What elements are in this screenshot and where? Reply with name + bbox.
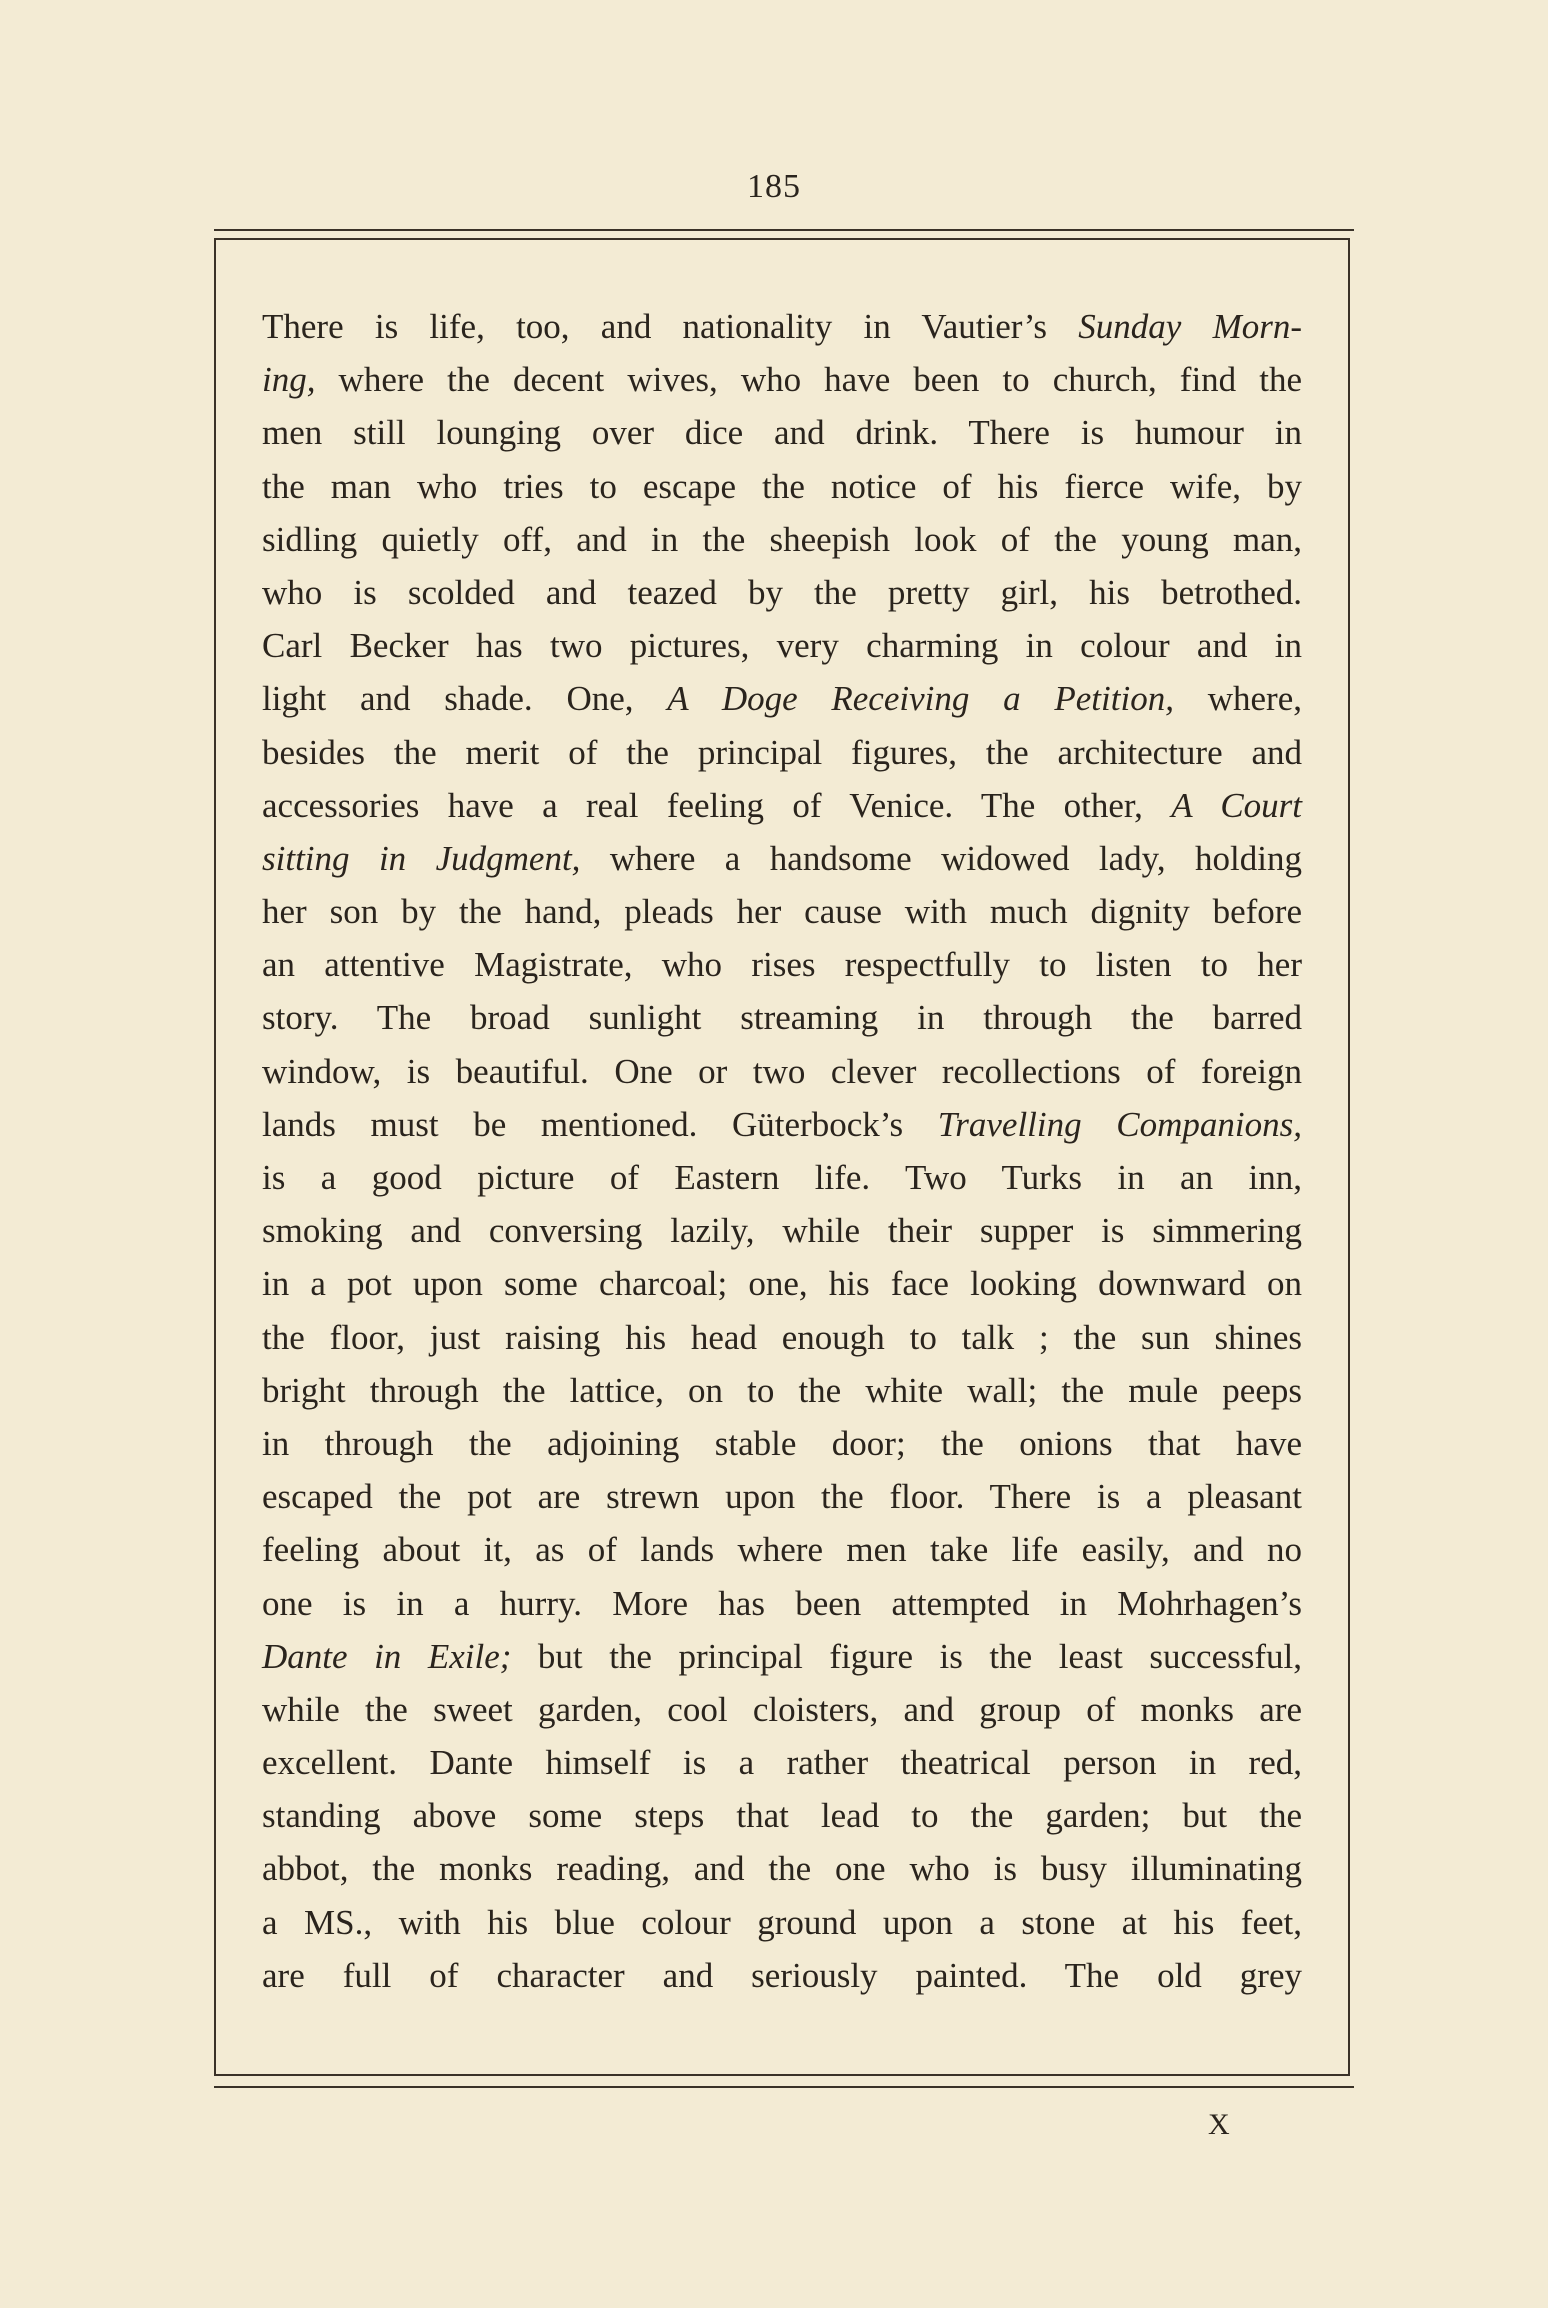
text-line (262, 1364, 1302, 1417)
italic-title: A Court (1171, 785, 1303, 825)
text-run: window, is beautiful. One or two clever recollections of foreign (262, 1051, 1302, 1091)
text-run: men still lounging over dice and drink. There is humour in (262, 413, 1302, 453)
text-run: standing above some steps that lead to the garden; but the (262, 1796, 1302, 1836)
text-run: smoking and conversing lazily, while their supper is simmering (262, 1211, 1302, 1251)
text-line (262, 1151, 1302, 1204)
text-run: in a pot upon some charcoal; one, his face looking downward on (262, 1264, 1302, 1304)
text-run: excellent. Dante himself is a rather theatrical person in red, (262, 1743, 1302, 1783)
text-run: accessories have a real feeling of Venice. The other, (262, 785, 1172, 825)
text-line (262, 779, 1302, 832)
text-run: while the sweet garden, cool cloisters, and group of monks are (262, 1689, 1302, 1729)
text-run: is a good picture of Eastern life. Two Turks in an inn, (262, 1158, 1302, 1197)
italic-title: A Doge Receiving a Petition, (667, 679, 1174, 719)
text-line (262, 991, 1302, 1044)
bottom-rule (214, 2086, 1354, 2088)
text-run: her son by the hand, pleads her cause with much dignity before (262, 892, 1302, 932)
text-line (262, 1204, 1302, 1257)
italic-title: Travelling Companions, (937, 1104, 1302, 1144)
text-run: escaped the pot are strewn upon the floor. There is a pleasant (262, 1477, 1302, 1517)
text-run: who is scolded and teazed by the pretty girl, his betrothed. (262, 572, 1302, 612)
text-line (262, 353, 1302, 406)
text-line (262, 1630, 1302, 1683)
text-line (262, 1098, 1302, 1151)
text-line (262, 513, 1302, 566)
body-text (262, 300, 1302, 2002)
text-run: bright through the lattice, on to the white wall; the mule peeps (262, 1370, 1302, 1410)
italic-title: ing, (262, 360, 316, 400)
text-run: the floor, just raising his head enough to talk ; the sun shines (262, 1317, 1302, 1357)
text-line (262, 1789, 1302, 1842)
text-run: but the principal figure is the least successful, (511, 1636, 1302, 1676)
text-run: the man who tries to escape the notice of his fierce wife, by (262, 466, 1302, 506)
text-line (262, 460, 1302, 513)
text-line (262, 1257, 1302, 1310)
text-line (262, 1523, 1302, 1576)
page-number: 185 (747, 168, 801, 205)
text-line (262, 406, 1302, 459)
text-run: There is life, too, and nationality in Vautier’s (262, 307, 1079, 346)
text-run: one is in a hurry. More has been attempted in Mohrhagen’s (262, 1583, 1302, 1623)
text-run: where a handsome widowed lady, holding (580, 838, 1302, 878)
text-run: Carl Becker has two pictures, very charming in colour and in (262, 626, 1302, 666)
text-line (262, 1577, 1302, 1630)
text-run: in through the adjoining stable door; the onions that have (262, 1423, 1302, 1463)
top-rule (214, 229, 1354, 231)
text-run: a MS., with his blue colour ground upon a stone at his feet, (262, 1902, 1302, 1942)
text-line (262, 885, 1302, 938)
italic-title: sitting in Judgment, (262, 838, 581, 878)
text-line (262, 832, 1302, 885)
text-line (262, 1736, 1302, 1789)
text-line (262, 566, 1302, 619)
text-run: feeling about it, as of lands where men take life easily, and no (262, 1530, 1302, 1570)
text-run: story. The broad sunlight streaming in through the barred (262, 998, 1302, 1038)
text-run: an attentive Magistrate, who rises respectfully to listen to her (262, 945, 1302, 985)
text-line (262, 1045, 1302, 1098)
text-line (262, 672, 1302, 725)
text-line (262, 1311, 1302, 1364)
text-line (262, 619, 1302, 672)
text-line (262, 1949, 1302, 2002)
text-run: besides the merit of the principal figures, the architecture and (262, 732, 1302, 772)
text-run: are full of character and seriously painted. The old grey (262, 1955, 1302, 1995)
text-run: light and shade. One, (262, 679, 668, 719)
text-run: where the decent wives, who have been to church, find the (315, 360, 1302, 400)
text-line (262, 1896, 1302, 1949)
text-line (262, 300, 1302, 353)
italic-title: Sunday Morn- (1078, 307, 1303, 346)
text-run: lands must be mentioned. Güterbock’s (262, 1104, 938, 1144)
italic-title: Dante in Exile; (262, 1636, 512, 1676)
text-run: abbot, the monks reading, and the one who is busy illuminating (262, 1849, 1302, 1889)
signature-mark: X (1208, 2108, 1230, 2141)
text-run: sidling quietly off, and in the sheepish look of the young man, (262, 519, 1302, 559)
text-line (262, 938, 1302, 991)
text-line (262, 1842, 1302, 1895)
text-line (262, 1470, 1302, 1523)
text-line (262, 726, 1302, 779)
text-line (262, 1417, 1302, 1470)
text-line (262, 1683, 1302, 1736)
text-run: where, (1173, 679, 1302, 719)
